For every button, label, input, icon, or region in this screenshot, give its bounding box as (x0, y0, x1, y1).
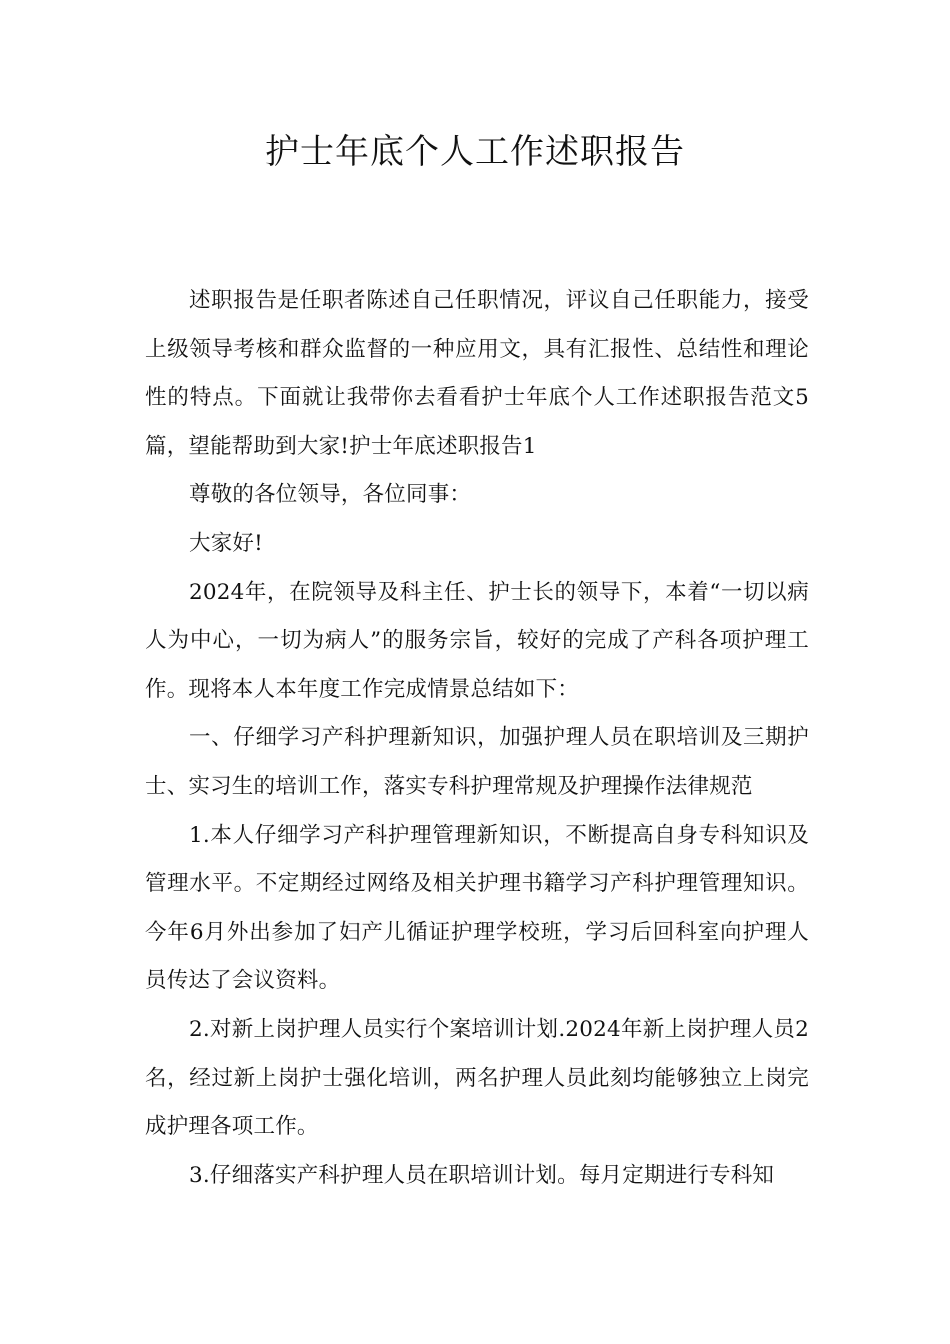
paragraph-item-3: 3.仔细落实产科护理人员在职培训计划。每月定期进行专科知 (189, 1162, 775, 1188)
paragraph-overview: 2024年，在院领导及科主任、护士长的领导下，本着“一切以病人为中心，一切为病人”的服务宗旨，较好的完成了产科各项护理工作。现将本人本年度工作完成情景总结如下： (145, 579, 809, 702)
document-title: 护士年底个人工作述职报告 (265, 132, 685, 172)
paragraph-item-2: 2.对新上岗护理人员实行个案培训计划.2024年新上岗护理人员2名，经过新上岗护士强化培训，两名护理人员此刻均能够独立上岗完成护理各项工作。 (145, 1016, 809, 1140)
paragraph-section-one-heading: 一、仔细学习产科护理新知识，加强护理人员在职培训及三期护士、实习生的培训工作，落实专科护理常规及护理操作法律规范 (145, 725, 809, 799)
document-body (145, 277, 809, 1200)
paragraph-salutation: 尊敬的各位领导，各位同事： (189, 482, 472, 508)
paragraph-intro: 述职报告是任职者陈述自己任职情况，评议自己任职能力，接受上级领导考核和群众监督的一种应用文，具有汇报性、总结性和理论性的特点。下面就让我带你去看看护士年底个人工作述职报告范文5篇，望能帮助到大家!护士年底述职报告1 (145, 288, 809, 459)
paragraph-greeting: 大家好! (189, 530, 263, 556)
paragraph-item-1: 1.本人仔细学习产科护理管理新知识，不断提高自身专科知识及管理水平。不定期经过网络及相关护理书籍学习产科护理管理知识。今年6月外出参加了妇产儿循证护理学校班，学习后回科室向护理人员传达了会议资料。 (145, 822, 809, 994)
